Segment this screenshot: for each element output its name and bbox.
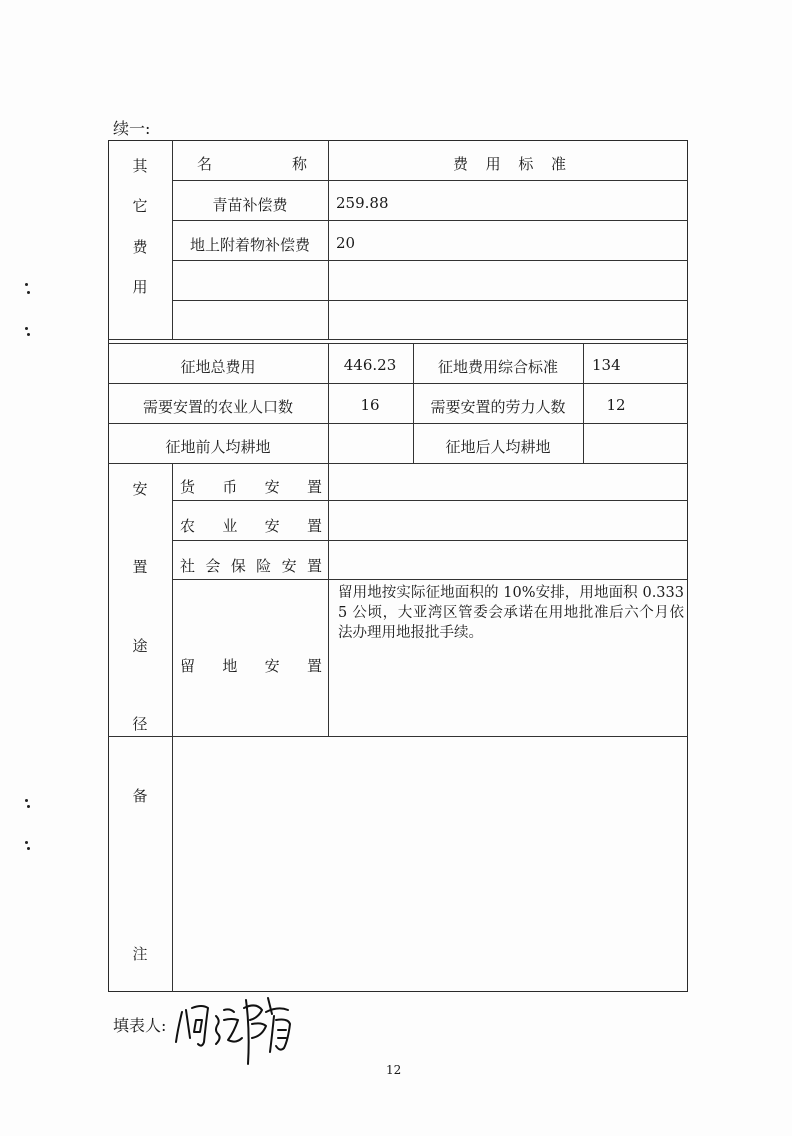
resettlement-char: 途 (132, 637, 148, 655)
column-divider (328, 343, 329, 463)
other-fees-char: 用 (132, 278, 148, 296)
label-char: 置 (306, 478, 322, 496)
header-standard (453, 153, 566, 174)
label-char: 置 (306, 657, 322, 675)
label-char: 安 (264, 517, 280, 535)
row-divider (172, 260, 688, 261)
continuation-label: 续一: (113, 119, 151, 138)
total-fee-label: 征地总费用 (180, 358, 256, 376)
margin-speck (27, 333, 30, 336)
retained-land-resettlement-label (180, 655, 322, 676)
header-name (197, 153, 307, 174)
row-divider (108, 343, 688, 344)
label-char: 地 (222, 657, 238, 675)
header-standard-char: 标 (518, 155, 534, 173)
column-divider (172, 463, 173, 992)
monetary-resettlement-label (180, 476, 322, 497)
resettlement-char: 置 (132, 558, 148, 576)
column-divider (583, 343, 584, 463)
label-char: 保 (230, 557, 246, 575)
page-number: 12 (386, 1063, 402, 1077)
label-char: 留 (180, 657, 196, 675)
label-char: 安 (264, 657, 280, 675)
farmland-after-label: 征地后人均耕地 (445, 438, 551, 456)
row-divider (108, 339, 688, 340)
header-standard-char: 费 (453, 155, 469, 173)
composite-standard-value: 134 (592, 356, 621, 374)
composite-standard-label: 征地费用综合标准 (437, 358, 559, 376)
fee-value: 20 (336, 234, 356, 252)
header-standard-char: 准 (550, 155, 566, 173)
column-divider (172, 140, 173, 339)
agri-population-value: 16 (360, 396, 380, 414)
agricultural-resettlement-label (180, 515, 322, 536)
row-divider (172, 579, 688, 580)
margin-speck (27, 847, 30, 850)
other-fees-char: 它 (132, 197, 148, 215)
fee-name: 青苗补偿费 (212, 196, 288, 214)
label-char: 农 (180, 517, 196, 535)
row-divider (108, 736, 688, 737)
labor-count-value: 12 (606, 396, 626, 414)
margin-speck (25, 841, 28, 844)
label-char: 险 (256, 557, 272, 575)
resettlement-char: 径 (132, 715, 148, 733)
agri-population-label: 需要安置的农业人口数 (142, 398, 294, 416)
margin-speck (25, 799, 28, 802)
label-char: 会 (205, 557, 221, 575)
row-divider (108, 383, 688, 384)
header-name-char: 名 (197, 155, 213, 173)
row-divider (172, 220, 688, 221)
row-divider (108, 463, 688, 464)
remarks-char: 注 (132, 945, 148, 963)
row-divider (172, 540, 688, 541)
row-divider (172, 500, 688, 501)
row-divider (172, 300, 688, 301)
margin-speck (25, 327, 28, 330)
column-divider (328, 463, 329, 736)
label-char: 货 (180, 478, 196, 496)
label-char: 币 (222, 478, 238, 496)
retained-land-resettlement-value: 留用地按实际征地面积的 10%安排，用地面积 0.3335 公顷，大亚湾区管委会承诺在用地批准后六个月依法办理用地报批手续。 (338, 585, 684, 641)
margin-speck (25, 283, 28, 286)
label-char: 业 (222, 517, 238, 535)
row-divider (172, 180, 688, 181)
remarks-char: 备 (132, 787, 148, 805)
row-divider (108, 423, 688, 424)
other-fees-char: 其 (132, 157, 148, 175)
handwritten-signature (172, 990, 312, 1070)
label-char: 置 (306, 557, 322, 575)
header-name-char: 称 (291, 155, 307, 173)
resettlement-char: 安 (132, 480, 148, 498)
label-char: 安 (264, 478, 280, 496)
label-char: 社 (180, 557, 196, 575)
fee-name: 地上附着物补偿费 (189, 236, 311, 254)
filler-label: 填表人: (113, 1016, 167, 1035)
farmland-before-label: 征地前人均耕地 (165, 438, 271, 456)
other-fees-char: 费 (132, 238, 148, 256)
labor-count-label: 需要安置的劳力人数 (430, 398, 566, 416)
total-fee-value: 446.23 (343, 356, 397, 374)
fee-value: 259.88 (336, 194, 389, 212)
label-char: 安 (281, 557, 297, 575)
column-divider (413, 343, 414, 463)
header-standard-char: 用 (485, 155, 501, 173)
margin-speck (27, 291, 30, 294)
social-insurance-resettlement-label (180, 555, 322, 576)
margin-speck (27, 805, 30, 808)
column-divider (328, 140, 329, 339)
label-char: 置 (306, 517, 322, 535)
